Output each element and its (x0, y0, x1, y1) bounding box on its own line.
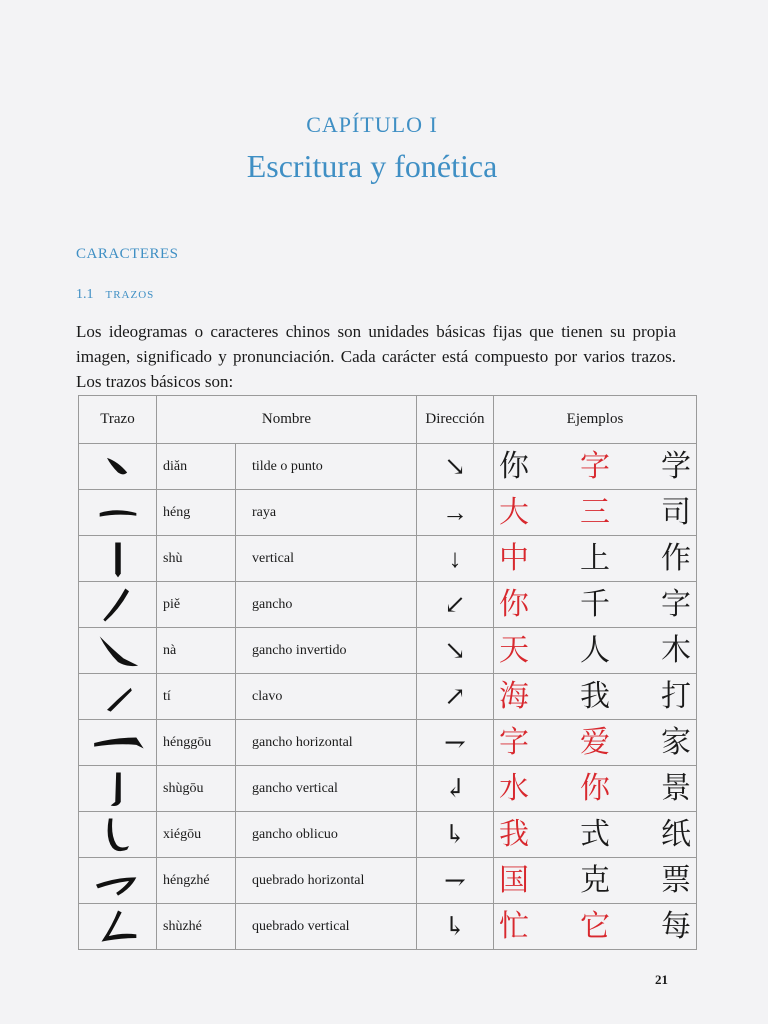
example-character: 每 (661, 908, 691, 944)
section-title: CARACTERES (76, 246, 179, 262)
example-character: 人 (580, 632, 610, 668)
pinyin-cell: shù (157, 536, 236, 582)
example-character: 家 (661, 724, 691, 760)
example-character: 式 (580, 816, 610, 852)
header-trazo: Trazo (79, 396, 157, 444)
stroke-cell (79, 720, 157, 766)
horizontal-stroke-icon (88, 491, 148, 535)
example-character: 字 (499, 724, 529, 760)
vertical-turn-stroke-icon (88, 905, 148, 949)
examples-cell (494, 812, 697, 858)
chapter-title: Escritura y fonética (246, 148, 498, 184)
direction-arrow-icon: ⇁ (417, 720, 494, 766)
example-character: 木 (661, 632, 691, 668)
example-character: 爱 (580, 724, 610, 760)
example-character: 司 (661, 494, 691, 530)
slanted-hook-stroke-icon (88, 813, 148, 857)
table-row (79, 904, 697, 950)
pinyin-cell: xiégōu (157, 812, 236, 858)
examples-cell (494, 536, 697, 582)
examples-cell (494, 444, 697, 490)
name-cell: tilde o punto (236, 444, 417, 490)
pinyin-cell: shùzhé (157, 904, 236, 950)
direction-arrow-icon: ↘ (417, 444, 494, 490)
examples-cell (494, 490, 697, 536)
example-character: 学 (661, 448, 691, 484)
horizontal-turn-stroke-icon (88, 859, 148, 903)
name-cell: gancho (236, 582, 417, 628)
chapter-label: CAPÍTULO I (306, 112, 438, 137)
name-cell: gancho vertical (236, 766, 417, 812)
name-cell: raya (236, 490, 417, 536)
vertical-stroke-icon (88, 537, 148, 581)
table-header-row (79, 396, 697, 444)
example-character: 忙 (499, 908, 529, 944)
direction-arrow-icon: ↙ (417, 582, 494, 628)
example-character: 千 (580, 586, 610, 622)
example-character: 字 (580, 448, 610, 484)
examples-cell (494, 766, 697, 812)
name-cell: gancho oblicuo (236, 812, 417, 858)
examples-cell (494, 904, 697, 950)
name-cell: gancho invertido (236, 628, 417, 674)
subsection-title: TRAZOS (105, 289, 155, 301)
example-character: 克 (580, 862, 610, 898)
name-cell: gancho horizontal (236, 720, 417, 766)
examples-cell (494, 674, 697, 720)
example-character: 上 (580, 540, 610, 576)
example-character: 中 (499, 540, 529, 576)
name-cell: vertical (236, 536, 417, 582)
example-character: 你 (499, 448, 529, 484)
example-character: 三 (580, 494, 610, 530)
examples-cell (494, 720, 697, 766)
example-character: 作 (661, 540, 691, 576)
examples-cell (494, 582, 697, 628)
example-character: 水 (499, 770, 529, 806)
table-row (79, 536, 697, 582)
example-character: 天 (499, 632, 529, 668)
example-character: 票 (661, 862, 691, 898)
header-direccion: Dirección (417, 396, 494, 444)
example-character: 我 (499, 816, 529, 852)
stroke-cell (79, 444, 157, 490)
right-falling-stroke-icon (88, 629, 148, 673)
table-row (79, 444, 697, 490)
examples-cell (494, 628, 697, 674)
pinyin-cell: shùgōu (157, 766, 236, 812)
example-character: 字 (661, 586, 691, 622)
example-character: 打 (661, 678, 691, 714)
direction-arrow-icon: ↲ (417, 766, 494, 812)
example-character: 国 (499, 862, 529, 898)
page-number: 21 (655, 972, 668, 987)
pinyin-cell: piě (157, 582, 236, 628)
pinyin-cell: héng (157, 490, 236, 536)
direction-arrow-icon: ↗ (417, 674, 494, 720)
table-row (79, 812, 697, 858)
name-cell: clavo (236, 674, 417, 720)
examples-cell (494, 858, 697, 904)
example-character: 你 (499, 586, 529, 622)
pinyin-cell: tí (157, 674, 236, 720)
pinyin-cell: diǎn (157, 444, 236, 490)
table-row (79, 720, 697, 766)
stroke-cell (79, 766, 157, 812)
subsection-heading (76, 287, 154, 303)
example-character: 海 (499, 678, 529, 714)
example-character: 景 (661, 770, 691, 806)
stroke-cell (79, 904, 157, 950)
pinyin-cell: hénggōu (157, 720, 236, 766)
strokes-table (78, 395, 697, 950)
table-row (79, 674, 697, 720)
stroke-cell (79, 858, 157, 904)
stroke-cell (79, 812, 157, 858)
header-nombre: Nombre (157, 396, 417, 444)
stroke-cell (79, 628, 157, 674)
example-character: 我 (580, 678, 610, 714)
example-character: 纸 (661, 816, 691, 852)
direction-arrow-icon: ↳ (417, 812, 494, 858)
horizontal-hook-stroke-icon (88, 721, 148, 765)
intro-paragraph: Los ideogramas o caracteres chinos son unidades básicas fijas que tienen su propia imagen, significado y pronunciación. Cada carácter está compuesto por varios trazos. Los trazos básicos son: (76, 322, 676, 391)
name-cell: quebrado horizontal (236, 858, 417, 904)
stroke-cell (79, 490, 157, 536)
header-ejemplos: Ejemplos (494, 396, 697, 444)
example-character: 大 (499, 494, 529, 530)
direction-arrow-icon: ↘ (417, 628, 494, 674)
stroke-cell (79, 536, 157, 582)
table-row (79, 766, 697, 812)
table-row (79, 858, 697, 904)
table-row (79, 582, 697, 628)
stroke-cell (79, 582, 157, 628)
stroke-cell (79, 674, 157, 720)
subsection-number: 1.1 (76, 287, 94, 302)
rising-stroke-icon (88, 675, 148, 719)
pinyin-cell: nà (157, 628, 236, 674)
direction-arrow-icon: ↓ (417, 536, 494, 582)
dot-stroke-icon (88, 445, 148, 489)
direction-arrow-icon: → (417, 490, 494, 536)
direction-arrow-icon: ⇁ (417, 858, 494, 904)
left-falling-stroke-icon (88, 583, 148, 627)
direction-arrow-icon: ↳ (417, 904, 494, 950)
pinyin-cell: héngzhé (157, 858, 236, 904)
table-row (79, 628, 697, 674)
table-row (79, 490, 697, 536)
example-character: 你 (580, 770, 610, 806)
vertical-hook-stroke-icon (88, 767, 148, 811)
example-character: 它 (580, 908, 610, 944)
name-cell: quebrado vertical (236, 904, 417, 950)
